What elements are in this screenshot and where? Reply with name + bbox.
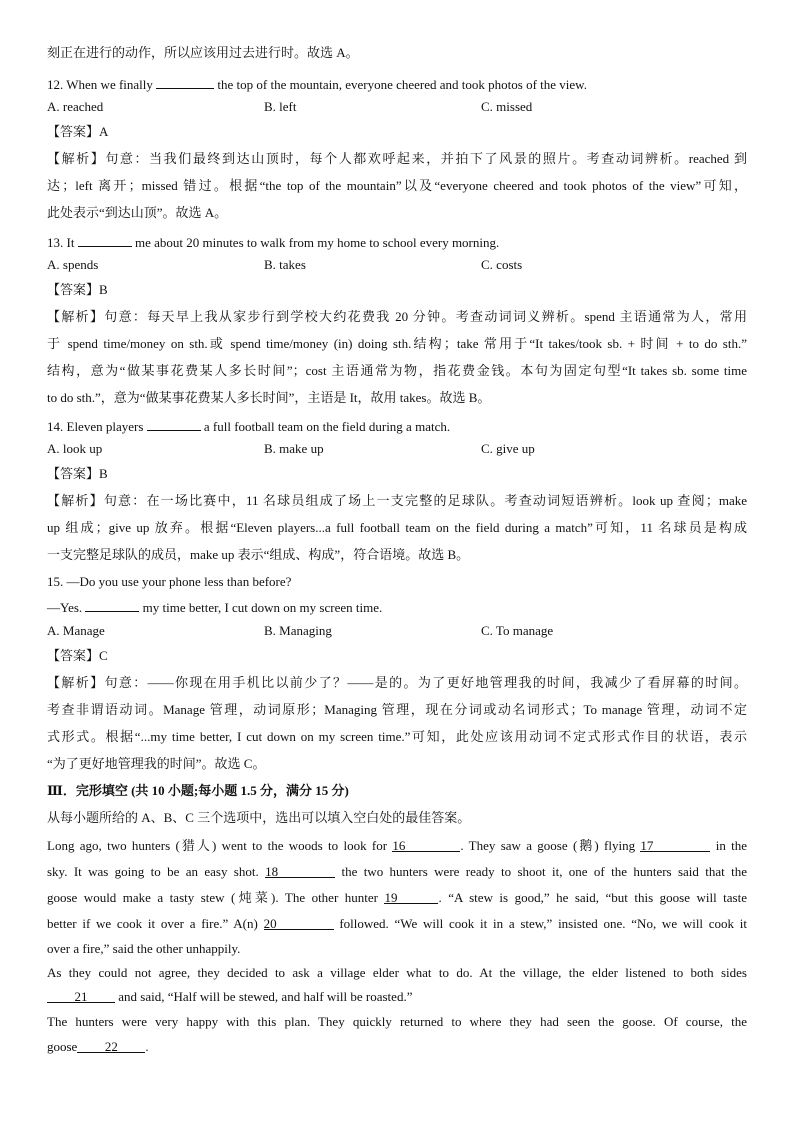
explanation-line: 达；left 离开；missed 错过。根据“the top of the mountain”以及“everyone cheered and took photos of the view”可知， [47, 178, 747, 193]
section-instructions: 从每小题所给的 A、B、C 三个选项中，选出可以填入空白处的最佳答案。 [47, 810, 471, 825]
question-text: 14. Eleven players [47, 419, 144, 434]
option-a: A. spends [47, 257, 99, 272]
explanation-line: 于 spend time/money on sth.或 spend time/money (in) doing sth.结构；take 常用于“It takes/took sb. + 时间 + to do sth.” [47, 336, 747, 351]
explanation-line: 结构，意为“做某事花费某人多长时间”；cost 主语通常为物，指花费金钱。本句为固定句型“It takes sb. some time [47, 363, 747, 378]
answer-label: 【答案】C [47, 648, 108, 663]
passage-line [47, 837, 747, 855]
prev-explanation-tail: 刻正在进行的动作，所以应该用过去进行时。故选 A。 [47, 45, 359, 60]
passage-text: . “A stew is good,” he said, “but this goose will taste [438, 890, 747, 905]
question-13 [47, 232, 499, 252]
explanation-line: 【解析】句意：——你现在用手机比以前少了？——是的。为了更好地管理我的时间，我减少了看屏幕的时间。 [47, 675, 747, 690]
passage-text: Long ago, two hunters (猎人) went to the woods to look for [47, 838, 388, 853]
blank-17: 17 [640, 837, 710, 852]
option-b: B. takes [264, 257, 306, 272]
question-text: me about 20 minutes to walk from my home to school every morning. [134, 235, 500, 250]
explanation-line: 考查非谓语动词。Manage 管理，动词原形；Managing 管理，现在分词或动名词形式；To manage 管理，动词不定 [47, 702, 747, 717]
question-14 [47, 416, 450, 436]
option-a: A. Manage [47, 623, 105, 638]
passage-line: over a fire,” said the other unhappily. [47, 941, 241, 956]
answer-label: 【答案】B [47, 282, 108, 297]
option-c: C. costs [481, 257, 523, 272]
answer-blank [85, 597, 139, 612]
question-text: 13. It [47, 235, 75, 250]
blank-19: 19 [384, 889, 438, 904]
passage-line: As they could not agree, they decided to ask a village elder what to do. At the village, the elder listened to both sides [47, 965, 747, 980]
blank-22: 22 [77, 1038, 145, 1053]
passage-text: in the [715, 838, 748, 853]
blank-21: 21 [47, 988, 115, 1003]
passage-text: sky. It was going to be an easy shot. [47, 864, 259, 879]
option-a: A. look up [47, 441, 103, 456]
question-text: —Yes. [47, 600, 83, 615]
answer-blank [156, 74, 214, 89]
option-c: C. missed [481, 99, 533, 114]
option-c: C. To manage [481, 623, 554, 638]
option-b: B. Managing [264, 623, 332, 638]
answer-label: 【答案】B [47, 466, 108, 481]
explanation-line: 此处表示“到达山顶”。故选 A。 [47, 205, 228, 220]
blank-18: 18 [265, 863, 335, 878]
answer-label: 【答案】A [47, 124, 109, 139]
question-text: the top of the mountain, everyone cheered and took photos of the view. [217, 77, 587, 92]
passage-text: . They saw a goose (鹅) flying [460, 838, 636, 853]
question-text: 12. When we finally [47, 77, 153, 92]
question-text: a full football team on the field during a match. [203, 419, 451, 434]
passage-text: followed. “We will cook it in a stew,” insisted one. “No, we will cook it [339, 916, 748, 931]
passage-line [47, 915, 747, 933]
question-12 [47, 74, 587, 94]
passage-line: The hunters were very happy with this plan. They quickly returned to where they had seen the goose. Of course, the [47, 1014, 747, 1029]
passage-text: and said, “Half will be stewed, and half will be roasted.” [118, 989, 413, 1004]
option-b: B. left [264, 99, 297, 114]
question-15-reply [47, 597, 382, 617]
option-a: A. reached [47, 99, 104, 114]
passage-line [47, 1038, 149, 1056]
option-b: B. make up [264, 441, 324, 456]
passage-text: the two hunters were ready to shoot it, one of the hunters said that the [341, 864, 747, 879]
passage-text: better if we cook it over a fire.” A(n) [47, 916, 258, 931]
explanation-line: 【解析】句意：每天早上我从家步行到学校大约花费我 20 分钟。考查动词词义辨析。spend 主语通常为人，常用 [47, 309, 747, 324]
blank-20: 20 [264, 915, 334, 930]
answer-blank [147, 416, 201, 431]
passage-text: goose would make a tasty stew (炖菜). The other hunter [47, 890, 378, 905]
question-15: 15. —Do you use your phone less than before? [47, 574, 292, 589]
explanation-line: 一支完整足球队的成员，make up 表示“组成、构成”，符合语境。故选 B。 [47, 547, 470, 562]
answer-blank [78, 232, 132, 247]
question-text: my time better, I cut down on my screen time. [142, 600, 383, 615]
explanation-line: to do sth.”，意为“做某事花费某人多长时间”，主语是 It，故用 takes。故选 B。 [47, 390, 491, 405]
explanation-line: “为了更好地管理我的时间”。故选 C。 [47, 756, 266, 771]
passage-text: . [145, 1039, 149, 1054]
explanation-line: 【解析】句意：当我们最终到达山顶时，每个人都欢呼起来，并拍下了风景的照片。考查动词辨析。reached 到 [47, 151, 747, 166]
passage-line [47, 863, 747, 881]
explanation-line: up 组成；give up 放弃。根据“Eleven players...a full football team on the field during a match”可知，11 名球员是构成 [47, 520, 747, 535]
explanation-line: 【解析】句意：在一场比赛中，11 名球员组成了场上一支完整的足球队。考查动词短语辨析。look up 查阅；make [47, 493, 747, 508]
passage-line [47, 889, 747, 907]
blank-16: 16 [392, 837, 460, 852]
option-c: C. give up [481, 441, 535, 456]
passage-text: goose [47, 1039, 78, 1054]
section-title: Ⅲ．完形填空 (共 10 小题;每小题 1.5 分，满分 15 分) [47, 783, 349, 798]
passage-line [47, 988, 412, 1006]
explanation-line: 式形式。根据“...my time better, I cut down on my screen time.”可知，此处应该用动词不定式形式作目的状语，表示 [47, 729, 747, 744]
